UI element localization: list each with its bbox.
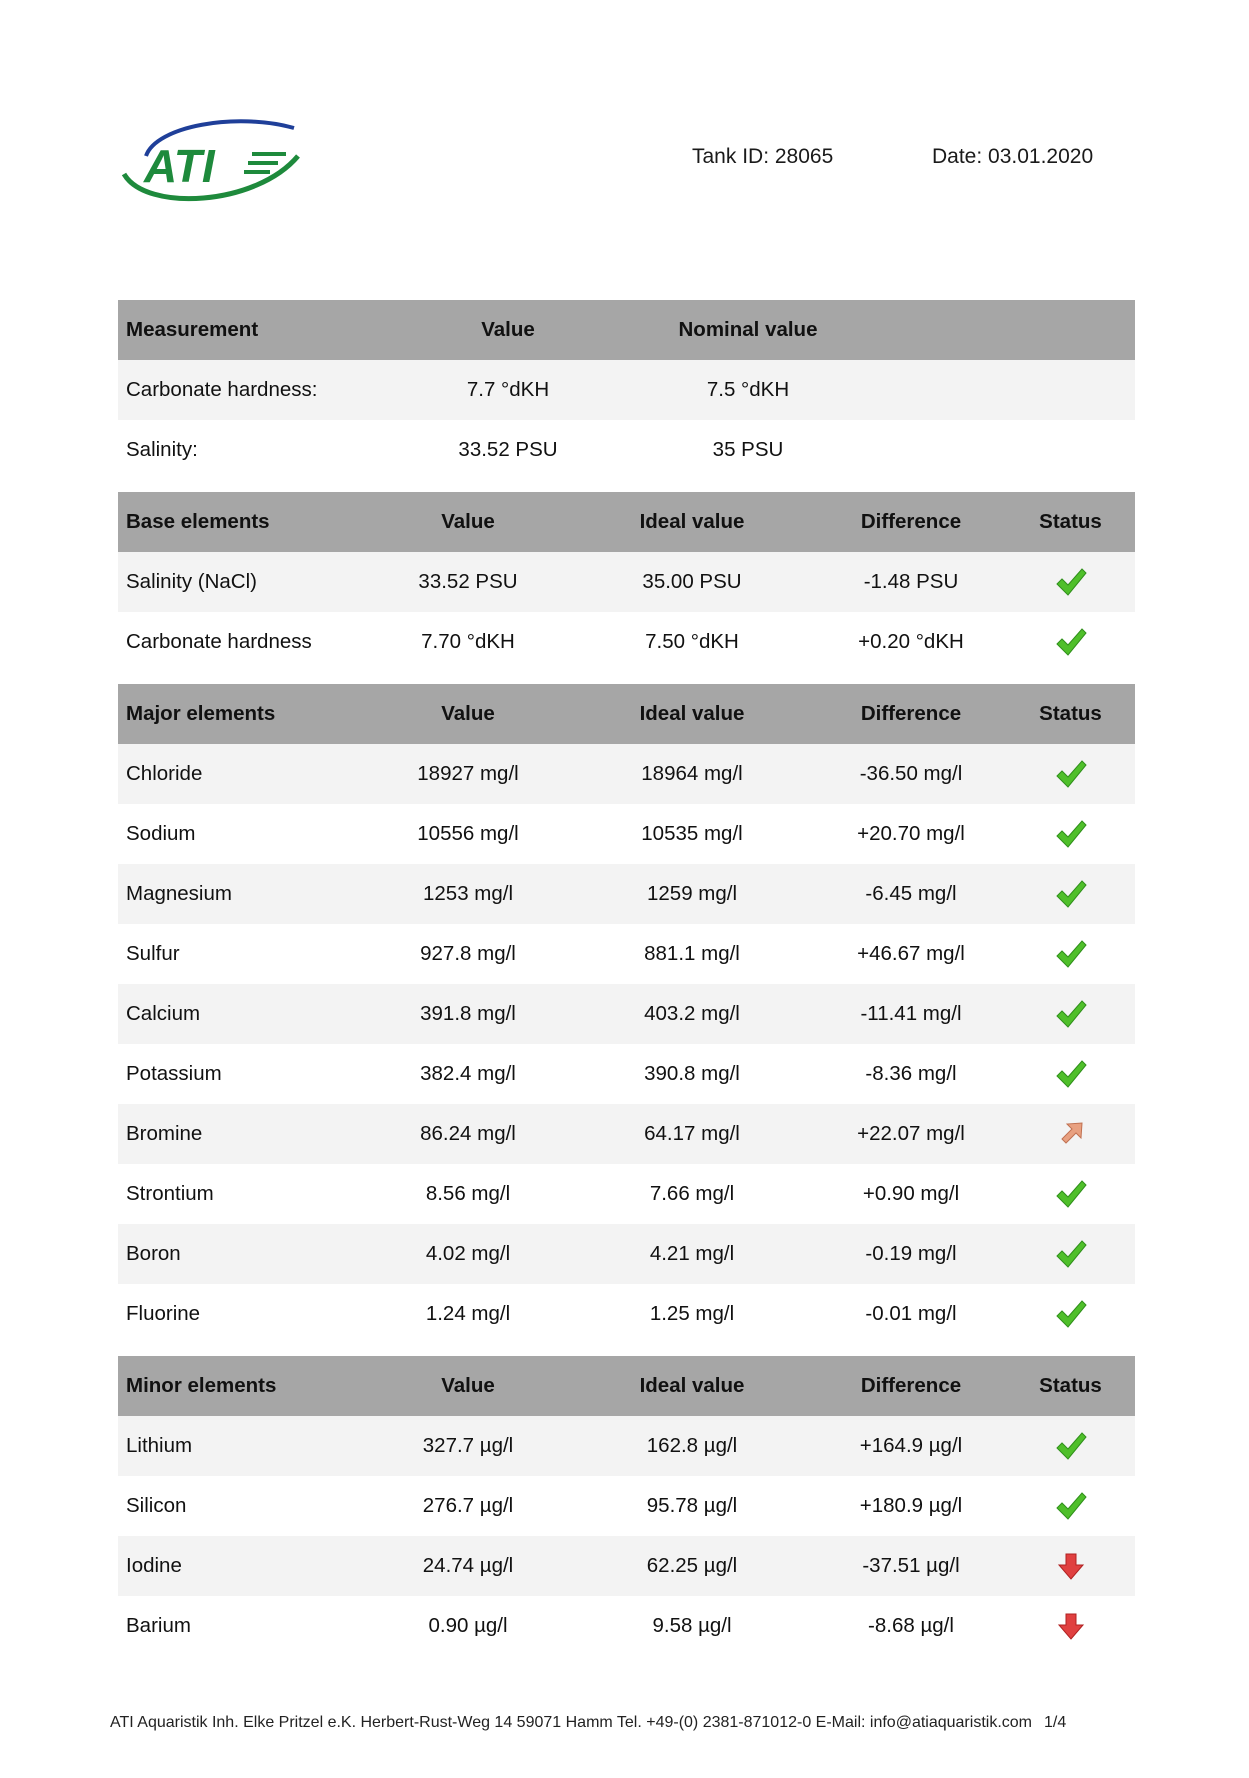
- table-cell: 0.90 µg/l: [428, 1614, 508, 1637]
- table-cell: 1259 mg/l: [568, 864, 816, 924]
- col-header: Difference: [816, 1356, 1006, 1416]
- table-cell: 86.24 mg/l: [368, 1104, 568, 1164]
- table-cell: Barium: [126, 1614, 191, 1637]
- minor-elements-table: [118, 1356, 1135, 1656]
- table-row: [118, 864, 1135, 924]
- table-row: [118, 1536, 1135, 1596]
- table-cell: 10535 mg/l: [641, 822, 743, 845]
- table-cell: -0.19 mg/l: [816, 1224, 1006, 1284]
- footer-address: ATI Aquaristik Inh. Elke Pritzel e.K. Herbert-Rust-Weg 14 59071 Hamm Tel. +49-(0) 2381-871012-0 E-Mail: info@atiaquaristik.com: [110, 1714, 1032, 1731]
- table-cell: 18964 mg/l: [568, 744, 816, 804]
- table-row: [118, 552, 1135, 612]
- check-icon: [1054, 565, 1088, 599]
- ati-logo: [116, 116, 306, 216]
- table-row: [118, 1596, 1135, 1656]
- col-header: Value: [368, 1356, 568, 1416]
- table-cell: 881.1 mg/l: [644, 942, 740, 965]
- table-row: [118, 804, 1135, 864]
- table-cell: Salinity (NaCl): [118, 552, 368, 612]
- table-cell: Potassium: [126, 1062, 222, 1085]
- check-icon: [1054, 1237, 1088, 1271]
- table-row: [118, 1476, 1135, 1536]
- table-cell: 327.7 µg/l: [368, 1416, 568, 1476]
- table-row: [118, 1104, 1135, 1164]
- check-icon: [1054, 997, 1088, 1031]
- check-icon: [1054, 937, 1088, 971]
- col-header: Major elements: [118, 684, 368, 744]
- check-icon: [1054, 757, 1088, 791]
- table-cell: Strontium: [126, 1182, 214, 1205]
- status-cell: [1006, 1104, 1135, 1164]
- status-cell: [1006, 1224, 1135, 1284]
- table-row: [118, 360, 1135, 420]
- table-cell: Sodium: [126, 822, 196, 845]
- table-cell: +0.90 mg/l: [862, 1182, 960, 1205]
- check-icon: [1054, 1297, 1088, 1331]
- table-cell: 382.4 mg/l: [420, 1062, 516, 1085]
- check-icon: [1054, 1489, 1088, 1523]
- status-cell: [1006, 552, 1135, 612]
- col-header: Minor elements: [118, 1356, 368, 1416]
- table-cell: Fluorine: [126, 1302, 201, 1325]
- check-icon: [1054, 817, 1088, 851]
- table-cell: 1253 mg/l: [368, 864, 568, 924]
- status-cell: [1006, 1596, 1135, 1656]
- table-cell: [898, 420, 1135, 480]
- table-cell: +46.67 mg/l: [857, 942, 965, 965]
- table-cell: Chloride: [118, 744, 368, 804]
- table-cell: 33.52 PSU: [458, 438, 558, 461]
- base-elements-table: [118, 492, 1135, 672]
- table-cell: 4.21 mg/l: [568, 1224, 816, 1284]
- table-cell: 7.5 °dKH: [598, 360, 898, 420]
- col-header: Status: [1006, 492, 1135, 552]
- table-row: [118, 1164, 1135, 1224]
- status-cell: [1006, 924, 1135, 984]
- status-cell: [1006, 864, 1135, 924]
- table-cell: 4.02 mg/l: [368, 1224, 568, 1284]
- table-cell: 927.8 mg/l: [420, 942, 516, 965]
- table-cell: Lithium: [118, 1416, 368, 1476]
- col-header: Difference: [816, 492, 1006, 552]
- table-cell: 276.7 µg/l: [422, 1494, 514, 1517]
- table-cell: Calcium: [118, 984, 368, 1044]
- table-cell: 391.8 mg/l: [368, 984, 568, 1044]
- status-cell: [1006, 1044, 1135, 1104]
- table-cell: Sulfur: [126, 942, 180, 965]
- table-cell: 24.74 µg/l: [368, 1536, 568, 1596]
- check-icon: [1054, 1177, 1088, 1211]
- table-cell: +164.9 µg/l: [816, 1416, 1006, 1476]
- table-row: [118, 984, 1135, 1044]
- table-row: [118, 1416, 1135, 1476]
- table-cell: -11.41 mg/l: [816, 984, 1006, 1044]
- status-cell: [1006, 984, 1135, 1044]
- table-cell: 8.56 mg/l: [425, 1182, 511, 1205]
- measurement-table: [118, 300, 1135, 480]
- status-cell: [1006, 1164, 1135, 1224]
- table-cell: 7.70 °dKH: [421, 630, 515, 653]
- col-header: Status: [1006, 1356, 1135, 1416]
- table-cell: 1.24 mg/l: [425, 1302, 511, 1325]
- logo-text: ATI: [144, 140, 215, 192]
- col-header: Ideal value: [568, 1356, 816, 1416]
- footer: [110, 1714, 1066, 1732]
- page-number: 1/4: [1043, 1714, 1067, 1731]
- table-row: [118, 612, 1135, 672]
- arrow-down-icon: [1054, 1609, 1088, 1643]
- check-icon: [1054, 877, 1088, 911]
- col-header: Measurement: [118, 300, 418, 360]
- table-cell: 35.00 PSU: [568, 552, 816, 612]
- arrow-up-right-icon: [1054, 1117, 1088, 1151]
- table-row: [118, 420, 1135, 480]
- table-cell: 403.2 mg/l: [568, 984, 816, 1044]
- status-cell: [1006, 1536, 1135, 1596]
- table-cell: 7.7 °dKH: [418, 360, 598, 420]
- table-cell: 64.17 mg/l: [568, 1104, 816, 1164]
- col-header: Value: [368, 684, 568, 744]
- col-header: Value: [418, 300, 598, 360]
- table-cell: Bromine: [118, 1104, 368, 1164]
- status-cell: [1006, 1416, 1135, 1476]
- table-cell: 7.66 mg/l: [649, 1182, 735, 1205]
- table-cell: +180.9 µg/l: [859, 1494, 963, 1517]
- table-cell: +0.20 °dKH: [858, 630, 964, 653]
- col-header: Base elements: [118, 492, 368, 552]
- col-header: Value: [368, 492, 568, 552]
- arrow-down-icon: [1054, 1549, 1088, 1583]
- table-cell: -37.51 µg/l: [816, 1536, 1006, 1596]
- table-cell: 162.8 µg/l: [568, 1416, 816, 1476]
- status-cell: [1006, 744, 1135, 804]
- col-header: Nominal value: [598, 300, 898, 360]
- table-cell: -8.36 mg/l: [865, 1062, 957, 1085]
- table-cell: +22.07 mg/l: [816, 1104, 1006, 1164]
- table-cell: -8.68 µg/l: [868, 1614, 954, 1637]
- table-cell: Salinity:: [126, 438, 198, 461]
- table-row: [118, 1044, 1135, 1104]
- table-cell: Carbonate hardness: [126, 630, 312, 653]
- col-header: Status: [1006, 684, 1135, 744]
- table-row: [118, 744, 1135, 804]
- table-cell: -36.50 mg/l: [816, 744, 1006, 804]
- tank-id: Tank ID: 28065: [692, 145, 834, 168]
- table-row: [118, 1284, 1135, 1344]
- table-cell: Boron: [118, 1224, 368, 1284]
- table-cell: Iodine: [118, 1536, 368, 1596]
- table-cell: 33.52 PSU: [368, 552, 568, 612]
- status-cell: [1006, 1476, 1135, 1536]
- report-date: Date: 03.01.2020: [932, 145, 1094, 168]
- table-cell: [898, 360, 1135, 420]
- table-cell: Carbonate hardness:: [118, 360, 418, 420]
- table-cell: 7.50 °dKH: [645, 630, 739, 653]
- col-header-empty: [898, 300, 1135, 360]
- col-header: Ideal value: [568, 684, 816, 744]
- results-tables: [118, 300, 1135, 1656]
- status-cell: [1006, 612, 1135, 672]
- major-elements-table: [118, 684, 1135, 1344]
- table-cell: 390.8 mg/l: [644, 1062, 740, 1085]
- table-cell: 1.25 mg/l: [649, 1302, 735, 1325]
- table-cell: 95.78 µg/l: [646, 1494, 738, 1517]
- check-icon: [1054, 1429, 1088, 1463]
- table-cell: -0.01 mg/l: [865, 1302, 957, 1325]
- col-header: Difference: [816, 684, 1006, 744]
- table-row: [118, 1224, 1135, 1284]
- table-cell: 62.25 µg/l: [568, 1536, 816, 1596]
- table-row: [118, 924, 1135, 984]
- table-cell: -6.45 mg/l: [816, 864, 1006, 924]
- table-cell: 10556 mg/l: [417, 822, 519, 845]
- status-cell: [1006, 1284, 1135, 1344]
- check-icon: [1054, 625, 1088, 659]
- table-cell: 18927 mg/l: [368, 744, 568, 804]
- table-cell: +20.70 mg/l: [857, 822, 965, 845]
- table-cell: Silicon: [126, 1494, 187, 1517]
- table-cell: 35 PSU: [712, 438, 784, 461]
- table-cell: 9.58 µg/l: [652, 1614, 732, 1637]
- table-cell: -1.48 PSU: [816, 552, 1006, 612]
- col-header: Ideal value: [568, 492, 816, 552]
- check-icon: [1054, 1057, 1088, 1091]
- status-cell: [1006, 804, 1135, 864]
- table-cell: Magnesium: [118, 864, 368, 924]
